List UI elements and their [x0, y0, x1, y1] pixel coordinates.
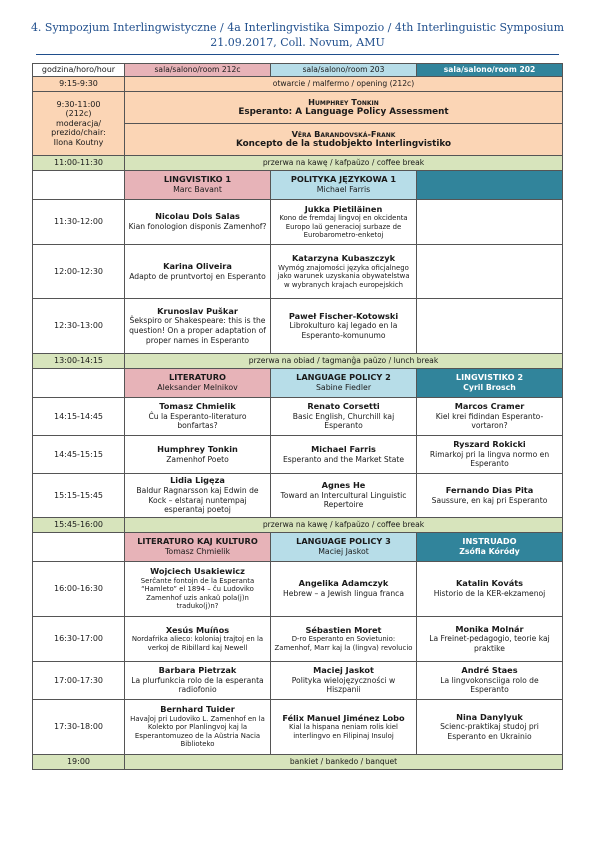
talk-title: Basic English, Churchill kaj Esperanto	[292, 411, 395, 431]
talk-cell	[125, 436, 271, 474]
talk-cell	[271, 200, 417, 245]
plenary-talk	[125, 124, 563, 156]
talk-title: Baldur Ragnarsson kaj Edwin de Kock – elstaraj nuntempaj esperantaj poetoj	[136, 485, 259, 515]
talk-cell	[417, 562, 563, 617]
break-time: 15:45-16:00	[33, 518, 125, 533]
speaker: Sébastien Moret	[305, 624, 382, 635]
plenary-chair-name: Ilona Koutny	[53, 137, 104, 147]
talk-title: La Freinet-pedagogio, teorie kaj praktike	[429, 634, 550, 653]
speaker: Monika Molnár	[455, 623, 524, 634]
section-cell	[125, 533, 271, 562]
talk-title: La lingvokonsciiga rolo de Esperanto	[440, 675, 539, 695]
section-chair: Michael Farris	[316, 185, 371, 194]
empty-cell	[33, 533, 125, 562]
slot-time: 17:30-18:00	[33, 700, 125, 755]
speaker: Humphrey Tonkin	[157, 443, 238, 454]
talk-cell	[417, 474, 563, 518]
symposium-date-venue: 21.09.2017, Coll. Novum, AMU	[210, 36, 385, 49]
talk-cell	[271, 398, 417, 436]
coffee-break-row	[33, 518, 563, 533]
talk-cell	[125, 245, 271, 299]
section-name: LINGVISTIKO 1	[163, 174, 232, 185]
speaker: André Staes	[461, 665, 518, 676]
talk-title: Zamenhof Poeto	[166, 454, 229, 464]
talk-cell	[125, 617, 271, 662]
section-row	[33, 171, 563, 200]
slot-time: 11:30-12:00	[33, 200, 125, 245]
plenary-chair-label: moderacja/ prezido/chair:	[51, 118, 106, 138]
talk-cell	[271, 245, 417, 299]
page-header	[0, 20, 595, 50]
plenary-title: Koncepto de la studobjekto Interlingvistiko	[235, 138, 452, 149]
section-name: LANGUAGE POLICY 3	[296, 536, 391, 547]
talk-title: Rimarkoj pri la lingva normo en Esperanto	[429, 449, 550, 469]
talk-cell	[417, 662, 563, 700]
talk-cell	[125, 398, 271, 436]
slot-row	[33, 474, 563, 518]
talk-cell	[417, 398, 563, 436]
speaker: Félix Manuel Jiménez Lobo	[282, 712, 405, 723]
speaker: Lidia Ligęza	[170, 475, 225, 486]
banquet-text: bankiet / bankedo / banquet	[125, 755, 563, 770]
talk-title: Havaĵoj pri Ludoviko L. Zamenhof en la Kolekto por Planlingvoj kaj la Esperantomuzeo de la Aŭstria Nacia Biblioteko	[130, 714, 265, 749]
slot-row	[33, 436, 563, 474]
section-chair: Aleksander Melnikov	[157, 383, 238, 392]
speaker: Katalin Kováts	[455, 578, 524, 589]
slot-time: 17:00-17:30	[33, 662, 125, 700]
talk-cell	[417, 245, 563, 299]
talk-title: Adapto de pruntvortoj en Esperanto	[129, 271, 266, 281]
talk-cell	[417, 700, 563, 755]
talk-title: Kian fonologion disponis Zamenhof?	[128, 222, 267, 231]
section-cell	[125, 369, 271, 398]
empty-cell	[33, 369, 125, 398]
speaker: Fernando Dias Pita	[445, 484, 534, 495]
talk-title: Nordafrika alieco: koloniaj trajtoj en la verkoj de Ribillard kaj Newell	[131, 635, 264, 652]
talk-cell	[417, 617, 563, 662]
plenary-talk	[125, 92, 563, 124]
coffee-break-row	[33, 156, 563, 171]
break-text: przerwa na kawę / kafpaŭzo / coffee break	[125, 156, 563, 171]
section-cell	[271, 369, 417, 398]
plenary-speaker: Humphrey Tonkin	[308, 96, 379, 107]
speaker: Agnes He	[321, 480, 366, 491]
section-chair: Sabine Fiedler	[315, 383, 372, 392]
section-cell	[417, 369, 563, 398]
talk-cell	[125, 662, 271, 700]
speaker: Xesús Muíños	[165, 624, 230, 635]
slot-time: 12:30-13:00	[33, 299, 125, 354]
talk-title: Ĉu la Esperanto-literaturo bonfartas?	[148, 411, 247, 431]
time-column-header: godzina/horo/hour	[33, 64, 125, 77]
speaker: Ryszard Rokicki	[453, 439, 526, 450]
slot-time: 14:45-15:15	[33, 436, 125, 474]
slot-time: 16:00-16:30	[33, 562, 125, 617]
speaker: Krunoslav Puškar	[157, 305, 238, 316]
opening-row	[33, 77, 563, 92]
talk-cell	[271, 662, 417, 700]
talk-title: Scienc-praktikaj studoj pri Esperanto en Ukrainio	[440, 722, 539, 741]
section-name: LITERATURO KAJ KULTURO	[137, 536, 258, 547]
speaker: Jukka Pietiläinen	[304, 203, 383, 214]
section-chair: Zsófia Kóródy	[459, 547, 520, 556]
plenary-speaker: Věra Barandovská-Frank	[291, 128, 396, 139]
slot-row	[33, 398, 563, 436]
room-212c-header: sala/salono/room 212c	[125, 64, 271, 77]
section-cell	[125, 171, 271, 200]
talk-title: Polityka wielojęzyczności w Hiszpanii	[291, 675, 396, 695]
lunch-break-row	[33, 354, 563, 369]
section-name: POLITYKA JĘZYKOWA 1	[290, 174, 397, 185]
break-text: przerwa na obiad / tagmanĝa paŭzo / lunch break	[125, 354, 563, 369]
talk-title: Kial la hispana neniam rolis kiel interlingvo en Filipinaj Insuloj	[289, 723, 398, 740]
speaker: Wojciech Usakiewicz	[150, 566, 245, 577]
section-cell	[271, 533, 417, 562]
talk-cell	[271, 700, 417, 755]
plenary-room: (212c)	[65, 109, 92, 119]
plenary-time-cell	[33, 92, 125, 156]
break-text: przerwa na kawę / kafpaŭzo / coffee break	[125, 518, 563, 533]
speaker: Katarzyna Kubaszczyk	[291, 253, 396, 264]
plenary-row-1	[33, 92, 563, 124]
opening-time: 9:15-9:30	[33, 77, 125, 92]
talk-cell	[125, 200, 271, 245]
talk-cell	[271, 474, 417, 518]
section-chair: Maciej Jaskot	[318, 547, 369, 556]
slot-time: 16:30-17:00	[33, 617, 125, 662]
speaker: Nicolau Dols Salas	[155, 211, 240, 222]
talk-title: Kiel krei fidindan Esperanto-vortaron?	[435, 411, 544, 431]
section-name: LANGUAGE POLICY 2	[296, 372, 391, 383]
talk-title: La plurfunkcia rolo de la esperanta radiofonio	[131, 675, 264, 695]
slot-row	[33, 662, 563, 700]
slot-time: 12:00-12:30	[33, 245, 125, 299]
slot-time: 14:15-14:45	[33, 398, 125, 436]
table-header-row	[33, 64, 563, 77]
talk-cell	[271, 436, 417, 474]
talk-cell	[125, 474, 271, 518]
talk-cell	[271, 562, 417, 617]
banquet-row	[33, 755, 563, 770]
symposium-title: 4. Sympozjum Interlingwistyczne / 4a Interlingvistika Simpozio / 4th Interlinguistic Symposium	[30, 21, 565, 34]
speaker: Angelika Adamczyk	[298, 578, 389, 589]
speaker: Tomasz Chmielik	[159, 401, 236, 412]
slot-row	[33, 700, 563, 755]
section-chair: Marc Bavant	[173, 185, 222, 194]
slot-row	[33, 299, 563, 354]
section-chair: Tomasz Chmielik	[164, 547, 230, 556]
opening-text: otwarcie / malfermo / opening (212c)	[125, 77, 563, 92]
talk-title: Kono de fremdaj lingvoj en okcidenta Europo laŭ generacioj surbaze de Eurobarometro-enketoj	[279, 214, 408, 239]
talk-cell	[417, 200, 563, 245]
talk-cell	[271, 617, 417, 662]
section-row	[33, 369, 563, 398]
talk-title: Serĉante fontojn de la Esperanta “Hamleto” el 1894 – ĉu Ludoviko Zamenhof uzis ankaŭ pola(j)n traduko(j)n?	[140, 576, 255, 611]
slot-row	[33, 617, 563, 662]
empty-cell	[33, 171, 125, 200]
talk-cell	[125, 562, 271, 617]
banquet-time: 19:00	[33, 755, 125, 770]
room-202-header: sala/salono/room 202	[417, 64, 563, 77]
section-name: INSTRUADO	[462, 536, 517, 547]
talk-cell	[417, 436, 563, 474]
speaker: Maciej Jaskot	[313, 665, 374, 676]
slot-time: 15:15-15:45	[33, 474, 125, 518]
talk-title: Historio de la KER-ekzamenoj	[433, 589, 546, 598]
speaker: Marcos Cramer	[454, 401, 525, 412]
section-row	[33, 533, 563, 562]
plenary-title: Esperanto: A Language Policy Assessment	[238, 106, 449, 117]
talk-title: D-ro Esperanto en Sovietunio: Zamenhof, Marr kaj la (lingva) revolucio	[274, 635, 413, 652]
break-time: 13:00-14:15	[33, 354, 125, 369]
speaker: Bernhard Tuider	[160, 704, 235, 715]
break-time: 11:00-11:30	[33, 156, 125, 171]
room-203-header: sala/salono/room 203	[271, 64, 417, 77]
section-cell	[417, 171, 563, 200]
talk-title: Hebrew – a Jewish lingua franca	[283, 589, 404, 598]
slot-row	[33, 200, 563, 245]
talk-title: Librokulturo kaj legado en la Esperanto-komunumo	[289, 321, 398, 340]
talk-title: Saussure, en kaj pri Esperanto	[431, 495, 548, 505]
slot-row	[33, 562, 563, 617]
section-cell	[271, 171, 417, 200]
schedule-table	[32, 63, 563, 770]
speaker: Barbara Pietrzak	[158, 665, 237, 676]
speaker: Michael Farris	[311, 443, 376, 454]
talk-title: Toward an Intercultural Linguistic Repertoire	[280, 490, 407, 510]
section-name: LITERATURO	[169, 372, 226, 383]
slot-row	[33, 245, 563, 299]
talk-cell	[417, 299, 563, 354]
talk-cell	[125, 700, 271, 755]
section-chair: Cyril Brosch	[463, 383, 516, 392]
speaker: Paweł Fischer-Kotowski	[288, 310, 399, 321]
section-cell	[417, 533, 563, 562]
header-rule	[36, 54, 559, 55]
talk-title: Wymóg znajomości języka oficjalnego jako warunek uzyskania obywatelstwa w wybranych krajach europejskich	[277, 263, 410, 289]
speaker: Nina Danylyuk	[456, 711, 523, 722]
talk-cell	[271, 299, 417, 354]
talk-title: Ŝekspiro or Shakespeare: this is the question! On a proper adaptation of proper names in Esperanto	[129, 316, 266, 345]
talk-cell	[125, 299, 271, 354]
section-name: LINGVISTIKO 2	[455, 372, 524, 383]
plenary-time: 9:30-11:00	[56, 99, 101, 109]
talk-title: Esperanto and the Market State	[282, 454, 405, 464]
speaker: Karina Oliveira	[163, 260, 232, 271]
speaker: Renato Corsetti	[307, 401, 380, 412]
